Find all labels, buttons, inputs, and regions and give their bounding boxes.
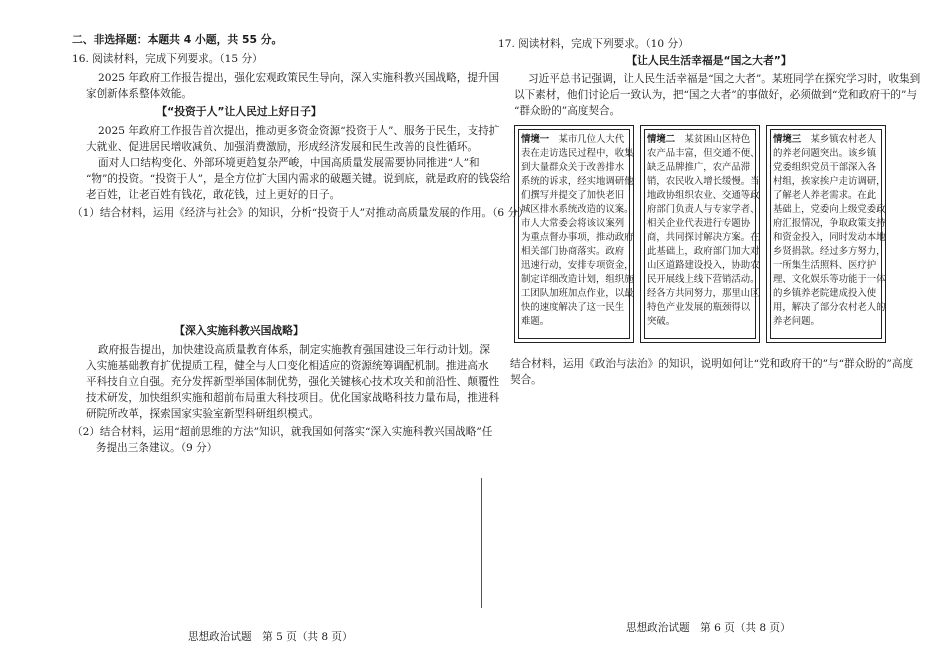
q16-subquestion-2: 务提出三条建议。（9 分） (96, 442, 218, 454)
q17-paragraph-line: 习近平总书记强调，让人民生活幸福是“国之大者”。某班同学在探究学习时，收集到 (528, 73, 921, 85)
scenario-label: 情境一 (521, 134, 550, 145)
topic1-paragraph-line: 面对人口结构变化、外部环境更趋复杂严峻，中国高质量发展需要协同推进“人”和 (98, 157, 480, 169)
q17-topic-title: 【让人民生活幸福是“国之大者”】 (626, 54, 792, 67)
topic2-paragraph-line: 政府报告提出，加快建设高质量教育体系，制定实施教育强国建设三年行动计划。深 (98, 344, 490, 356)
page-footer: 思想政治试题 第 6 页（共 8 页） (626, 622, 791, 634)
topic1-paragraph-line: 老百姓，让老百姓有钱花，敢花钱，过上更好的日子。 (86, 189, 341, 201)
scenario-line: 销，农民收入增长缓慢。当 (647, 176, 760, 187)
scenario-line: 特色产业发展的瓶颈得以 (647, 302, 751, 313)
scenario-line: 的养老问题突出。该乡镇 (773, 148, 877, 159)
q17-paragraph-line: 以下素材，他们讨论后一致认为，把“国之大者”的事做好，必须做到“党和政府干的”与 (514, 89, 918, 101)
scenario-line: 和资金投入，同时发动本地 (773, 232, 886, 243)
scenario-line: 缺乏品牌推广，农产品滞 (647, 162, 751, 173)
scenario-box-2 (640, 125, 760, 343)
topic1-paragraph-line: 2025 年政府工作报告首次提出，推动更多资金资源“投资于人”、服务于民生，支持扩 (98, 125, 500, 137)
topic2-title: 【深入实施科教兴国战略】 (174, 324, 304, 337)
scenario-line: 相关企业代表进行专题协 (647, 218, 751, 229)
scenario-line: 此基础上，政府部门加大对 (647, 246, 760, 257)
q16-subquestion-1: （1）结合材料，运用《经济与社会》的知识，分析“投资于人”对推动高质量发展的作用。（6 分） (72, 207, 529, 219)
scenario-line: 为重点督办事项，推动政府 (521, 232, 634, 243)
scenario-line: 党委组织党员干部深入各 (773, 162, 877, 173)
scenario-line: 府部门负责人与专家学者、 (647, 204, 760, 215)
page-footer: 思想政治试题 第 5 页（共 8 页） (188, 631, 353, 643)
scenario-line: 表在走访选民过程中，收集 (521, 148, 634, 159)
q16-subquestion-2: （2）结合材料，运用“超前思维的方法”知识，就我国如何落实“深入实施科教兴国战略”任 (72, 426, 493, 438)
topic2-paragraph-line: 平科技自立自强。充分发挥新型举国体制优势，强化关键核心技术攻关和前沿性、颠覆性 (86, 376, 500, 388)
scenario-line: 养老问题。 (773, 316, 820, 327)
scenario-line: 情境三 某乡镇农村老人 (773, 134, 877, 145)
scenario-line: 府汇报情况，争取政策支持 (773, 218, 886, 229)
q17-intro: 17. 阅读材料，完成下列要求。（10 分） (498, 38, 689, 50)
scenario-line: 理、文化娱乐等功能于一体 (773, 274, 886, 285)
scenario-line: 村组，挨家挨户走访调研， (773, 176, 886, 187)
scenario-line: 市人大常委会将该议案列 (521, 218, 625, 229)
scenario-line: 到大量群众关于改善排水 (521, 162, 625, 173)
topic1-paragraph-line: 大就业、促进居民增收减负、加强消费激励，形成经济发展和民生改善的良性循环。 (86, 141, 478, 153)
topic2-paragraph-line: 入实施基础教育扩优提质工程，健全与人口变化相适应的资源统筹调配机制。推进高水 (86, 360, 489, 372)
q16-paragraph-line: 家创新体系整体效能。 (86, 88, 192, 100)
q16-paragraph-line: 2025 年政府工作报告提出，强化宏观政策民生导向，深入实施科教兴国战略，提升国 (98, 72, 500, 84)
scenario-line: 一所集生活照料、医疗护 (773, 260, 877, 271)
scenario-line: 难题。 (521, 316, 550, 327)
page-divider (481, 478, 482, 608)
scenario-line: 情境二 某贫困山区特色 (647, 134, 751, 145)
scenario-line: 农产品丰富，但交通不便、 (647, 148, 760, 159)
scenario-box-1 (514, 125, 634, 343)
topic1-title: 【“投资于人”让人民过上好日子】 (156, 105, 322, 118)
scenario-line: 用，解决了部分农村老人的 (773, 302, 886, 313)
scenario-line: 情境一 某市几位人大代 (521, 134, 625, 145)
section-heading: 二、非选择题：本题共 4 小题，共 55 分。 (72, 33, 283, 46)
q17-paragraph-line: “群众盼的”高度契合。 (514, 105, 621, 117)
scenario-line: 城区排水系统改造的议案。 (521, 204, 634, 215)
scenario-line: 突破。 (647, 316, 676, 327)
right-page (490, 0, 950, 672)
scenario-line: 们撰写并提交了加快老旧 (521, 190, 625, 201)
scenario-label: 情境二 (647, 134, 676, 145)
scenario-line: 迅速行动，安排专项资金， (521, 260, 634, 271)
topic2-paragraph-line: 技术研发，加快组织实施和超前布局重大科技项目。优化国家战略科技力量布局，推进科 (86, 392, 500, 404)
scenario-line: 山区道路建设投入，协助农 (647, 260, 760, 271)
scenario-line: 快的速度解决了这一民生 (521, 302, 625, 313)
q17-question: 契合。 (510, 374, 542, 386)
topic2-paragraph-line: 研院所改革，探索国家实验室新型科研组织模式。 (86, 408, 320, 420)
scenario-line: 制定详细改造计划，组织施 (521, 274, 634, 285)
scenario-line: 民开展线上线下营销活动。 (647, 274, 760, 285)
scenario-label: 情境三 (773, 134, 802, 145)
scenario-line: 商，共同探讨解决方案。在 (647, 232, 760, 243)
scenario-line: 了解老人养老需求。在此 (773, 190, 877, 201)
scenario-line: 的乡镇养老院建成投入使 (773, 288, 877, 299)
q16-intro: 16. 阅读材料，完成下列要求。（15 分） (72, 53, 263, 65)
scenario-line: 系统的诉求，经实地调研他 (521, 176, 634, 187)
topic1-paragraph-line: “物”的投资。“投资于人”，是全方位扩大国内需求的破题关键。说到底，就是政府的钱袋给 (86, 173, 511, 185)
scenario-line: 乡贤捐款。经过多方努力， (773, 246, 886, 257)
scenario-box-3 (766, 125, 886, 343)
scenario-line: 经各方共同努力，那里山区 (647, 288, 760, 299)
scenario-line: 地政协组织农业、交通等政 (647, 190, 760, 201)
scenario-line: 基础上，党委向上级党委政 (773, 204, 886, 215)
q17-question: 结合材料，运用《政治与法治》的知识，说明如何让“党和政府干的”与“群众盼的”高度 (510, 358, 914, 370)
scenario-line: 相关部门协商落实。政府 (521, 246, 625, 257)
scenario-line: 工团队加班加点作业，以最 (521, 288, 634, 299)
